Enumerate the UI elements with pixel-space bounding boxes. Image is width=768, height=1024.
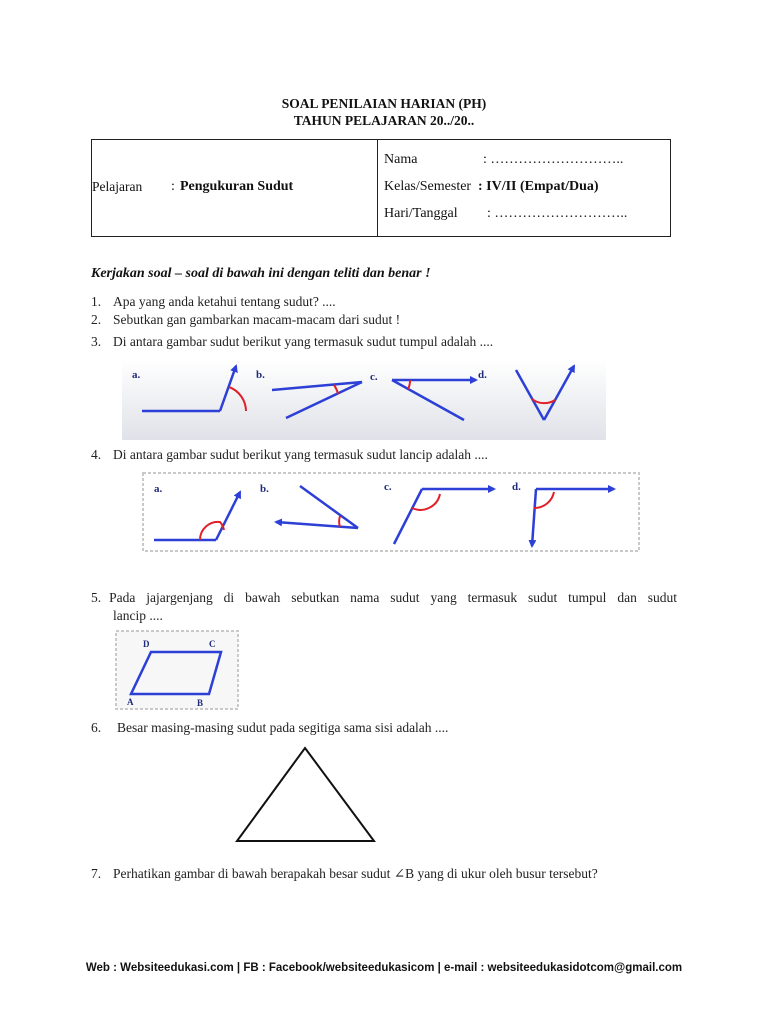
subject-label: Pelajaran: [92, 179, 143, 194]
question-4: [91, 447, 488, 463]
question-text: Di antara gambar sudut berikut yang termasuk sudut lancip adalah ....: [113, 447, 488, 462]
question-number: 7.: [91, 866, 102, 881]
day-label: Hari/Tanggal: [384, 206, 458, 221]
name-value: : ………………………..: [483, 152, 624, 167]
vertex-c: C: [209, 639, 216, 649]
class-label: Kelas/Semester: [384, 179, 472, 194]
question-text-cont: lancip ....: [113, 608, 163, 623]
vertex-d: D: [143, 639, 150, 649]
angle-label-b: b.: [256, 369, 265, 381]
question-2: [91, 312, 400, 328]
question-text: Di antara gambar sudut berikut yang termasuk sudut tumpul adalah ....: [113, 334, 494, 349]
question-number: 3.: [91, 334, 102, 349]
subject-value: Pengukuran Sudut: [180, 179, 294, 194]
triangle-shape: [237, 748, 374, 841]
day-value: : ………………………..: [487, 206, 628, 221]
question-1: [91, 294, 336, 310]
angle-label-a: a.: [154, 483, 163, 495]
question-number: 4.: [91, 447, 102, 462]
question-number: 1.: [91, 294, 102, 309]
vertex-b: B: [197, 698, 204, 708]
figure-parallelogram: [113, 628, 241, 712]
question-text: Sebutkan gan gambarkan macam-macam dari sudut !: [113, 312, 401, 327]
question-6: [91, 720, 448, 736]
class-value: : IV/II (Empat/Dua): [478, 179, 599, 194]
subject-colon: :: [171, 179, 175, 194]
question-text: Pada jajargenjang di bawah sebutkan nama sudut yang termasuk sudut tumpul dan sudut: [109, 590, 677, 605]
name-label: Nama: [384, 152, 418, 167]
page-subtitle: TAHUN PELAJARAN 20../20..: [293, 113, 475, 128]
question-text: Apa yang anda ketahui tentang sudut? ....: [113, 294, 336, 309]
angle-label-d: d.: [512, 481, 521, 493]
question-3: [91, 334, 493, 350]
vertex-a: A: [127, 697, 134, 707]
figure-border: [116, 631, 238, 709]
question-text: Perhatikan gambar di bawah berapakah besar sudut ∠B yang di ukur oleh busur tersebut?: [113, 866, 598, 881]
question-number: 6.: [91, 720, 102, 735]
angle-label-c: c.: [384, 481, 392, 493]
question-number: 2.: [91, 312, 102, 327]
question-7: [91, 866, 598, 882]
angle-label-a: a.: [132, 369, 141, 381]
instruction: Kerjakan soal – soal di bawah ini dengan teliti dan benar !: [91, 266, 431, 281]
page-title: SOAL PENILAIAN HARIAN (PH): [281, 96, 487, 111]
figure-equilateral-triangle: [230, 744, 380, 846]
angle-label-c: c.: [370, 371, 378, 383]
table-divider: [377, 140, 378, 236]
question-number: 5.: [91, 590, 102, 605]
page-footer: Web : Websiteedukasi.com | FB : Facebook/websiteedukasicom | e-mail : websiteedukasidotcom@gmail.com: [85, 962, 683, 974]
angle-label-b: b.: [260, 483, 269, 495]
angle-b-arc: [339, 516, 340, 527]
question-5: [91, 590, 677, 624]
question-text: Besar masing-masing sudut pada segitiga sama sisi adalah ....: [117, 720, 449, 735]
figure-angles-acute: [140, 470, 642, 554]
figure-angles-obtuse: [122, 360, 606, 440]
angle-label-d: d.: [478, 369, 487, 381]
